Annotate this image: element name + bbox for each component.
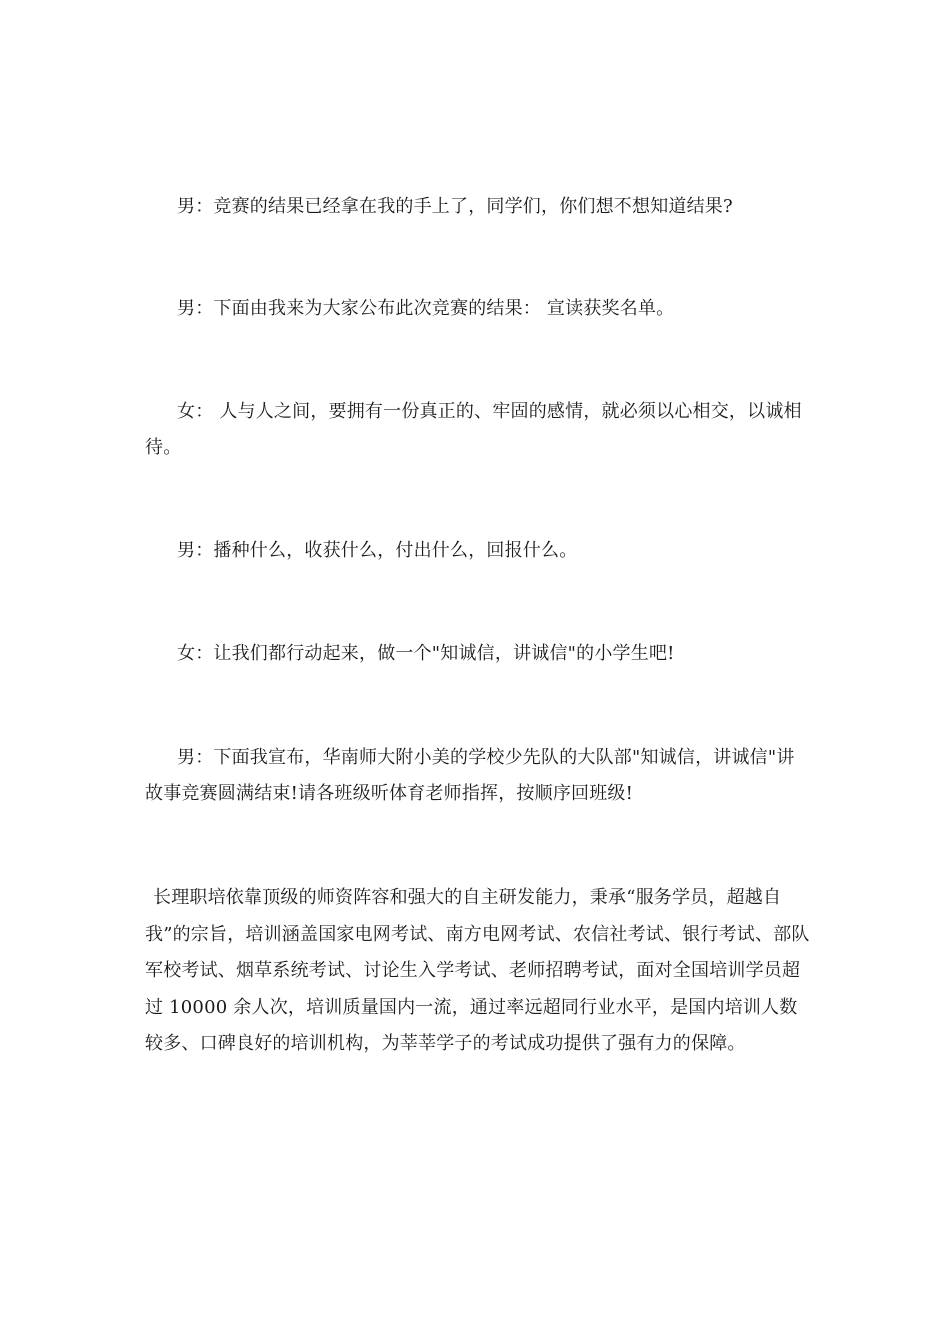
dialogue-line-male-4: 男：下面我宣布，华南师大附小美的学校少先队的大队部"知诚信，讲诚信"讲故事竞赛圆满结束!请各班级听体育老师指挥，按顺序回班级! — [145, 747, 795, 804]
dialogue-line-male-1: 男：竞赛的结果已经拿在我的手上了，同学们，你们想不想知道结果? — [177, 196, 733, 217]
dialogue-line-male-2: 男：下面由我来为大家公布此次竞赛的结果： 宣读获奖名单。 — [177, 298, 675, 319]
training-ad-paragraph: 长理职培依靠顶级的师资阵容和强大的自主研发能力，秉承“服务学员，超越自我”的宗旨，培训涵盖国家电网考试、南方电网考试、农信社考试、银行考试、部队军校考试、烟草系统考试、讨论生入学考试、老师招聘考试，面对全国培训学员超过 10000 余人次，培训质量国内一流，通过率远超同行业水平，是国内培训人数较多、口碑良好的培训机构，为莘莘学子的考试成功提供了强有力的保障。 — [145, 887, 810, 1054]
dialogue-line-female-2: 女：让我们都行动起来，做一个"知诚信，讲诚信"的小学生吧! — [177, 643, 675, 664]
dialogue-line-female-1: 女： 人与人之间，要拥有一份真正的、牢固的感情，就必须以心相交，以诚相待。 — [145, 401, 802, 458]
dialogue-line-male-3: 男：播种什么，收获什么，付出什么，回报什么。 — [177, 540, 578, 561]
